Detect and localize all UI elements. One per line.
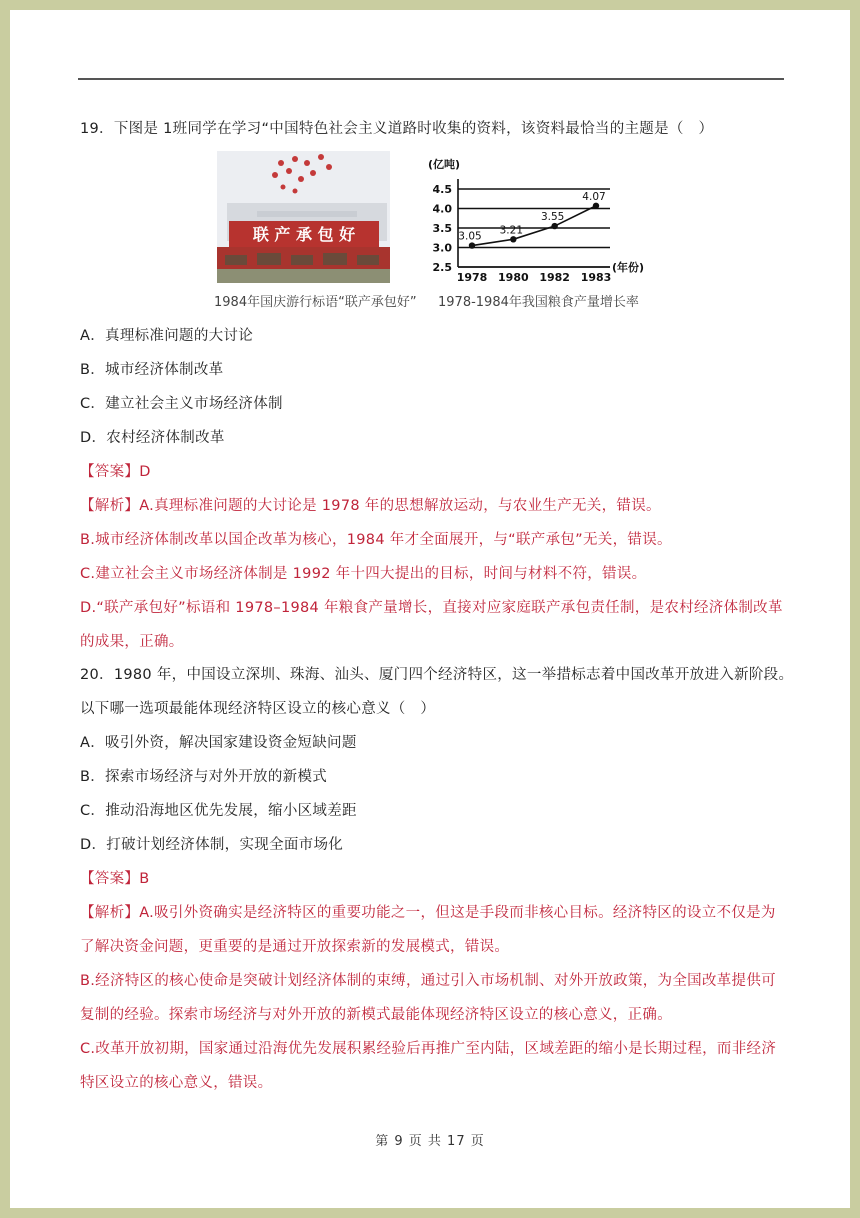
q20-analysis-line: 了解决资金问题，更重要的是通过开放探索新的发展模式，错误。 [80, 939, 510, 955]
chart-y-tick-label: 4.5 [432, 183, 452, 196]
chart-x-tick-label: 1982 [539, 271, 570, 284]
q19-analysis-line [80, 496, 661, 516]
q20-option-a: A．吸引外资，解决国家建设资金短缺问题 [80, 735, 357, 751]
q19-option-b: B．城市经济体制改革 [80, 362, 224, 378]
header-rule [78, 78, 784, 80]
q20-stem-line: 20．1980 年，中国设立深圳、珠海、汕头、厦门四个经济特区，这一举措标志着中国改革开放进入新阶段。 [80, 667, 794, 683]
q19-option-a: A．真理标准问题的大讨论 [80, 328, 254, 344]
answer-value: B [139, 871, 150, 887]
chart-data-label: 4.07 [582, 190, 606, 203]
analysis-tag: 【解析】 [80, 498, 140, 514]
grain-output-chart [420, 155, 650, 285]
chart-data-point [551, 223, 557, 229]
q20-answer [80, 869, 149, 889]
q20-stem-line: 以下哪一选项最能体现经济特区设立的核心意义（ ） [80, 701, 436, 717]
chart-xlabel: (年份) [612, 261, 645, 274]
q20-analysis-line: B.经济特区的核心使命是突破计划经济体制的束缚，通过引入市场机制、对外开放政策，为全国改革提供可 [80, 973, 776, 989]
parade-photo [217, 151, 390, 283]
chart-x-tick-label: 1983 [580, 271, 612, 284]
page-footer: 第 9 页 共 17 页 [375, 1134, 485, 1149]
analysis-text: A.真理标准问题的大讨论是 1978 年的思想解放运动，与农业生产无关，错误。 [139, 498, 661, 514]
q20-option-b: B．探索市场经济与对外开放的新模式 [80, 769, 328, 785]
chart-ylabel: (亿吨) [428, 158, 461, 171]
chart-caption: 1978-1984年我国粮食产量增长率 [438, 295, 639, 310]
q19-answer [80, 462, 151, 482]
q19-stem: 19．下图是 1班同学在学习“中国特色社会主义道路时收集的资料，该资料最恰当的主题是（ ） [80, 121, 714, 137]
chart-series-line [472, 206, 596, 246]
photo-banner-text: 联 产 承 包 好 [252, 225, 356, 244]
chart-y-tick-label: 4.0 [432, 202, 452, 216]
chart-data-label: 3.21 [499, 224, 524, 237]
analysis-text: A.吸引外资确实是经济特区的重要功能之一，但这是手段而非核心目标。经济特区的设立不仅是为 [139, 905, 776, 921]
analysis-tag: 【解析】 [80, 905, 140, 921]
chart-y-tick-label: 3.5 [432, 222, 452, 235]
q19-option-d: D．农村经济体制改革 [80, 430, 225, 446]
q20-option-c: C．推动沿海地区优先发展，缩小区域差距 [80, 803, 357, 819]
answer-value: D [139, 464, 151, 480]
chart-x-tick-label: 1978 [456, 271, 488, 284]
q20-analysis-line: 特区设立的核心意义，错误。 [80, 1075, 273, 1091]
q19-analysis-line: 的成果，正确。 [80, 634, 184, 650]
q20-analysis-line: 复制的经验。探索市场经济与对外开放的新模式最能体现经济特区设立的核心意义，正确。 [80, 1007, 672, 1023]
q20-analysis-line: C.改革开放初期，国家通过沿海优先发展积累经验后再推广至内陆，区域差距的缩小是长期过程，而非经济 [80, 1041, 777, 1057]
chart-data-point [469, 242, 475, 248]
q19-option-c: C．建立社会主义市场经济体制 [80, 396, 283, 412]
q19-analysis-line: B.城市经济体制改革以国企改革为核心，1984 年才全面展开，与“联产承包”无关，错误。 [80, 532, 672, 548]
q20-analysis-line [80, 903, 776, 923]
chart-data-point [593, 203, 599, 209]
chart-data-label: 3.55 [540, 211, 565, 224]
parade-photo-drawing [217, 151, 390, 283]
chart-y-tick-label: 3.0 [432, 241, 452, 255]
chart-data-label: 3.05 [458, 230, 482, 243]
answer-tag: 【答案】 [80, 871, 140, 887]
chart-y-tick-label: 2.5 [432, 261, 452, 274]
chart-data-point [510, 236, 516, 242]
answer-tag: 【答案】 [80, 464, 140, 480]
chart-x-tick-label: 1980 [498, 271, 529, 284]
q19-analysis-line: D.“联产承包好”标语和 1978–1984 年粮食产量增长，直接对应家庭联产承包责任制，是农村经济体制改革 [80, 600, 783, 616]
q19-analysis-line: C.建立社会主义市场经济体制是 1992 年十四大提出的目标，时间与材料不符，错误。 [80, 566, 647, 582]
q20-option-d: D．打破计划经济体制，实现全面市场化 [80, 837, 344, 853]
photo-caption: 1984年国庆游行标语“联产承包好” [214, 295, 417, 310]
document-page [10, 10, 850, 1208]
